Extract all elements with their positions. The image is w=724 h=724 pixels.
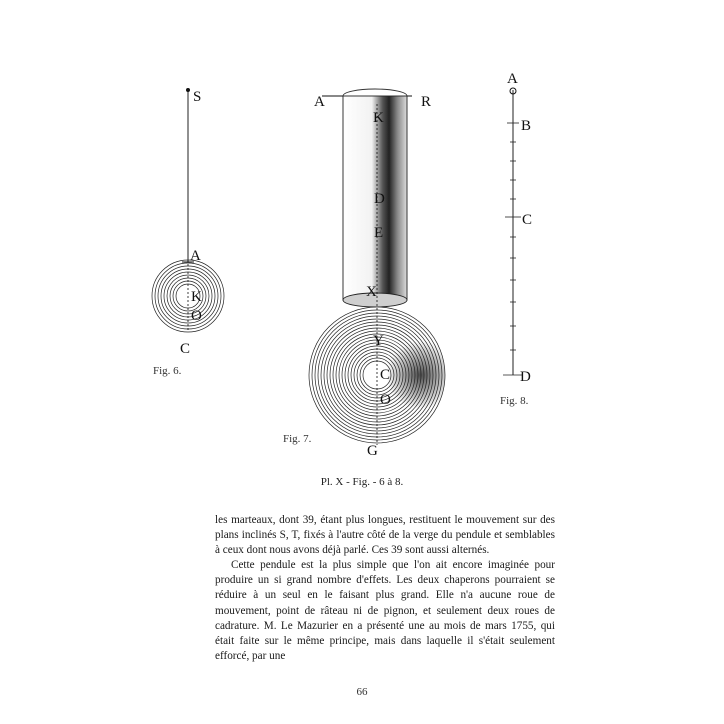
fig6-label-c: C — [180, 341, 191, 357]
fig7-label-d: D — [374, 191, 385, 207]
fig7-label-c: C — [380, 367, 391, 383]
fig7-label-e: E — [374, 225, 384, 241]
fig7-bob-shading — [309, 307, 445, 443]
fig6-label-s: S — [193, 89, 202, 105]
fig6-label-k: K — [191, 289, 202, 305]
body-text — [215, 513, 555, 664]
fig7-label-o: O — [380, 392, 391, 408]
fig8-label-a: A — [507, 71, 518, 87]
fig8-label-d: D — [520, 369, 531, 385]
fig7-caption: Fig. 7. — [283, 433, 312, 445]
fig7-label-a: A — [314, 94, 325, 110]
fig6-suspension-point — [186, 88, 190, 92]
plate-caption: Pl. X - Fig. - 6 à 8. — [320, 476, 404, 488]
fig6-caption: Fig. 6. — [153, 365, 182, 377]
fig7-label-x: X — [366, 284, 377, 300]
fig7-label-k: K — [373, 110, 384, 126]
page-number: 66 — [356, 686, 368, 698]
fig7-label-g: G — [367, 443, 378, 459]
figure-7 — [283, 89, 445, 459]
figure-6 — [152, 88, 224, 377]
paragraph-2: Cette pendule est la plus simple que l'on ait encore imaginée pour produire un si grand nombre d'effets. Les deux chaperons pourraient se réduire à un seul en le faisant plus grand. Elle n'a aucune roue de mouvement, point de râteau ni de pignon, et seulement deux roues de cadrature. M. Le Mazurier en a présenté une au mois de mars 1755, qui était faite sur le même principe, mais dans laquelle il s'était seulement efforcé, par une — [215, 559, 555, 662]
fig7-label-y: Y — [373, 333, 384, 349]
fig8-label-c: C — [522, 212, 533, 228]
paragraph-1: les marteaux, dont 39, étant plus longues, restituent le mouvement sur des plans inclinés S, T, fixés à l'autre côté de la verge du pendule et semblables à ceux dont nous avons déjà parlé. Ces 39 sont aussi alternés. — [215, 514, 555, 557]
fig8-caption: Fig. 8. — [500, 395, 529, 407]
fig6-label-a: A — [190, 248, 201, 264]
fig7-label-r: R — [421, 94, 432, 110]
fig8-label-b: B — [521, 118, 532, 134]
fig6-label-o: O — [191, 308, 202, 324]
figure-8 — [500, 71, 532, 407]
